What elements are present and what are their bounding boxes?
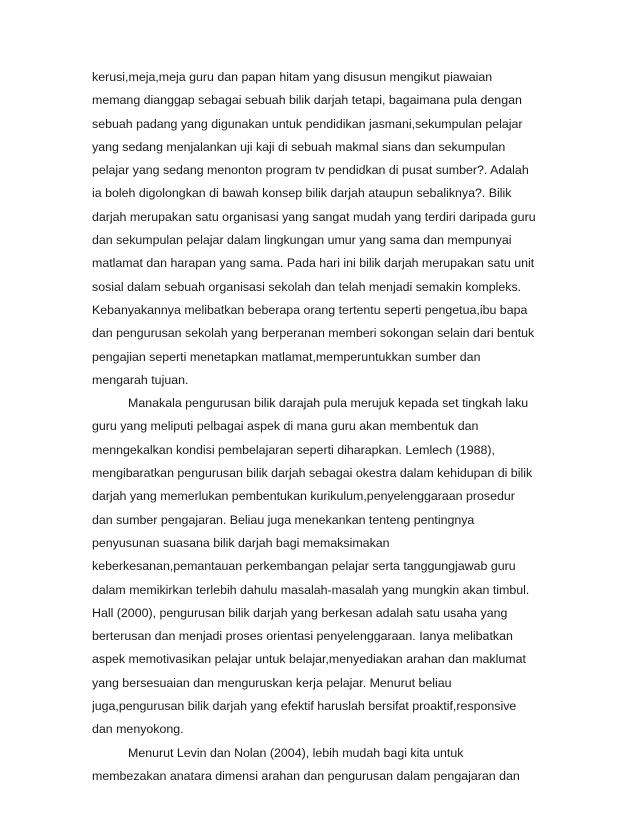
text-line: penyusunan suasana bilik darjah bagi memaksimakan [92, 535, 390, 550]
text-line: aspek memotivasikan pelajar untuk belajar,menyediakan arahan dan maklumat [92, 652, 526, 667]
text-line: Kebanyakannya melibatkan beberapa orang tertentu seperti pengetua,ibu bapa [92, 302, 528, 317]
text-line: dan sekumpulan pelajar dalam lingkungan umur yang sama dan mempunyai [92, 233, 512, 248]
text-line: dalam memikirkan terlebih dahulu masalah-masalah yang mungkin akan timbul. [92, 582, 530, 597]
text-line: sebuah padang yang digunakan untuk pendidikan jasmani,sekumpulan pelajar [92, 116, 523, 131]
text-line: darjah merupakan satu organisasi yang sangat mudah yang terdiri daripada guru [92, 209, 536, 224]
text-line: mengibaratkan pengurusan bilik darjah sebagai okestra dalam kehidupan di bilik [92, 466, 533, 481]
text-line: guru yang meliputi pelbagai aspek di mana guru akan membentuk dan [92, 419, 479, 434]
text-line: yang bersesuaian dan menguruskan kerja pelajar. Menurut beliau [92, 675, 452, 690]
text-line: Hall (2000), pengurusan bilik darjah yang berkesan adalah satu usaha yang [92, 605, 508, 620]
text-line: membezakan anatara dimensi arahan dan pengurusan dalam pengajaran dan [92, 768, 520, 783]
text-line: matlamat dan harapan yang sama. Pada hari ini bilik darjah merupakan satu unit [92, 256, 535, 271]
document-page [92, 66, 552, 788]
paragraph-start-line: Manakala pengurusan bilik darajah pula merujuk kepada set tingkah laku [128, 396, 529, 411]
text-line: darjah yang memerlukan pembentukan kurikulum,penyelenggaraan prosedur [92, 489, 515, 504]
text-line: dan pengurusan sekolah yang berperanan memberi sokongan selain dari bentuk [92, 326, 535, 341]
text-line: yang sedang menjalankan uji kaji di sebuah makmal sians dan sekumpulan [92, 139, 506, 154]
text-line: ia boleh digolongkan di bawah konsep bilik darjah ataupun sebaliknya?. Bilik [92, 186, 512, 201]
text-line: pelajar yang sedang menonton program tv pendidkan di pusat sumber?. Adalah [92, 163, 529, 178]
text-line: kerusi,meja,meja guru dan papan hitam yang disusun mengikut piawaian [92, 70, 493, 84]
text-line: berterusan dan menjadi proses orientasi penyelenggaraan. Ianya melibatkan [92, 629, 513, 644]
text-line: mengarah tujuan. [92, 372, 189, 387]
text-line: juga,pengurusan bilik darjah yang efektif haruslah bersifat proaktif,responsive [92, 699, 517, 714]
paragraph-start-line: Menurut Levin dan Nolan (2004), lebih mudah bagi kita untuk [128, 745, 464, 760]
text-line: memang dianggap sebagai sebuah bilik darjah tetapi, bagaimana pula dengan [92, 93, 522, 108]
text-line: keberkesanan,pemantauan perkembangan pelajar serta tanggungjawab guru [92, 559, 516, 574]
text-line: menngekalkan kondisi pembelajaran seperti diharapkan. Lemlech (1988), [92, 442, 495, 457]
text-line: pengajian seperti menetapkan matlamat,memperuntukkan sumber dan [92, 349, 481, 364]
text-line: sosial dalam sebuah organisasi sekolah dan telah menjadi semakin kompleks. [92, 279, 522, 294]
text-line: dan sumber pengajaran. Beliau juga menekankan tenteng pentingnya [92, 512, 475, 527]
text-line: dan menyokong. [92, 722, 184, 737]
